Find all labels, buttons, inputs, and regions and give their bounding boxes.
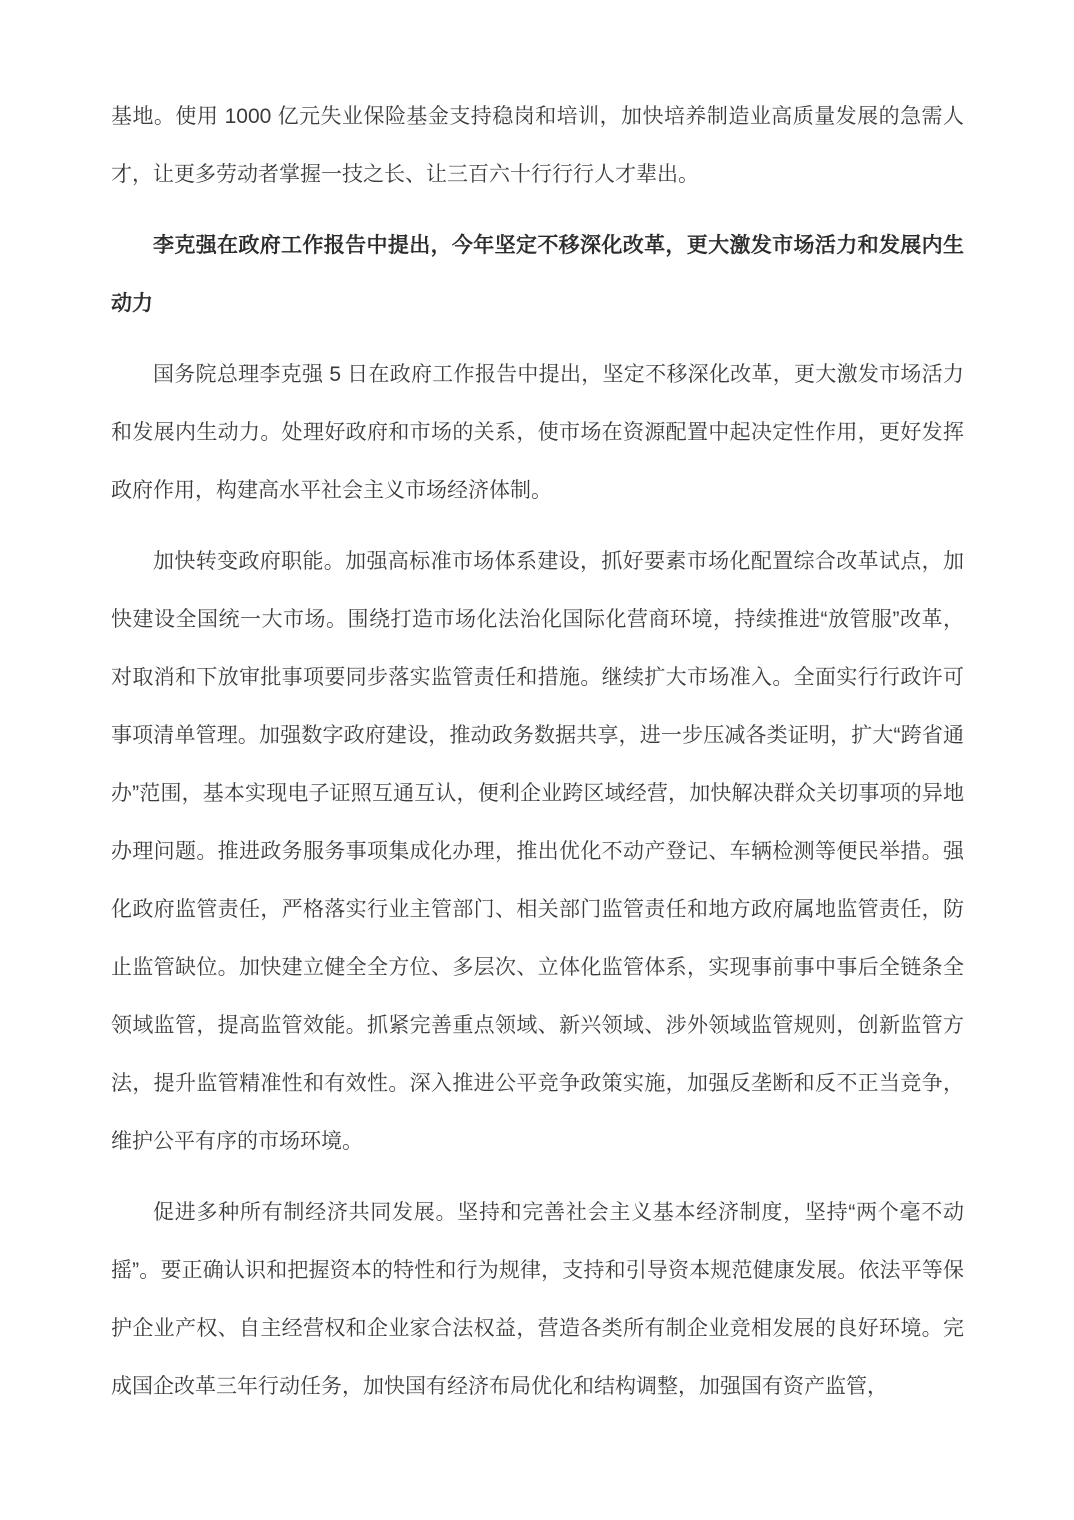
paragraph: 国务院总理李克强 5 日在政府工作报告中提出，坚定不移深化改革，更大激发市场活力和发展内生动力。处理好政府和市场的关系，使市场在资源配置中起决定性作用，更好发挥政府作用，构建高水平社会主义市场经济体制。 xyxy=(111,363,964,502)
section-heading: 李克强在政府工作报告中提出，今年坚定不移深化改革，更大激发市场活力和发展内生动力 xyxy=(111,234,964,315)
paragraph: 促进多种所有制经济共同发展。坚持和完善社会主义基本经济制度，坚持“两个毫不动摇”。要正确认识和把握资本的特性和行为规律，支持和引导资本规范健康发展。依法平等保护企业产权、自主经营权和企业家合法权益，营造各类所有制企业竞相发展的良好环境。完成国企改革三年行动任务，加快国有经济布局优化和结构调整，加强国有资产监管， xyxy=(111,1201,964,1398)
paragraph: 加快转变政府职能。加强高标准市场体系建设，抓好要素市场化配置综合改革试点，加快建设全国统一大市场。围绕打造市场化法治化国际化营商环境，持续推进“放管服”改革，对取消和下放审批事项要同步落实监管责任和措施。继续扩大市场准入。全面实行行政许可事项清单管理。加强数字政府建设，推动政务数据共享，进一步压减各类证明，扩大“跨省通办”范围，基本实现电子证照互通互认，便利企业跨区域经营，加快解决群众关切事项的异地办理问题。推进政务服务事项集成化办理，推出优化不动产登记、车辆检测等便民举措。强化政府监管责任，严格落实行业主管部门、相关部门监管责任和地方政府属地监管责任，防止监管缺位。加快建立健全全方位、多层次、立体化监管体系，实现事前事中事后全链条全领域监管，提高监管效能。抓紧完善重点领域、新兴领域、涉外领域监管规则，创新监管方法，提升监管精准性和有效性。深入推进公平竞争政策实施，加强反垄断和反不正当竞争，维护公平有序的市场环境。 xyxy=(111,550,964,1153)
paragraph-continuation: 基地。使用 1000 亿元失业保险基金支持稳岗和培训，加快培养制造业高质量发展的急需人才，让更多劳动者掌握一技之长、让三百六十行行行人才辈出。 xyxy=(111,105,964,186)
